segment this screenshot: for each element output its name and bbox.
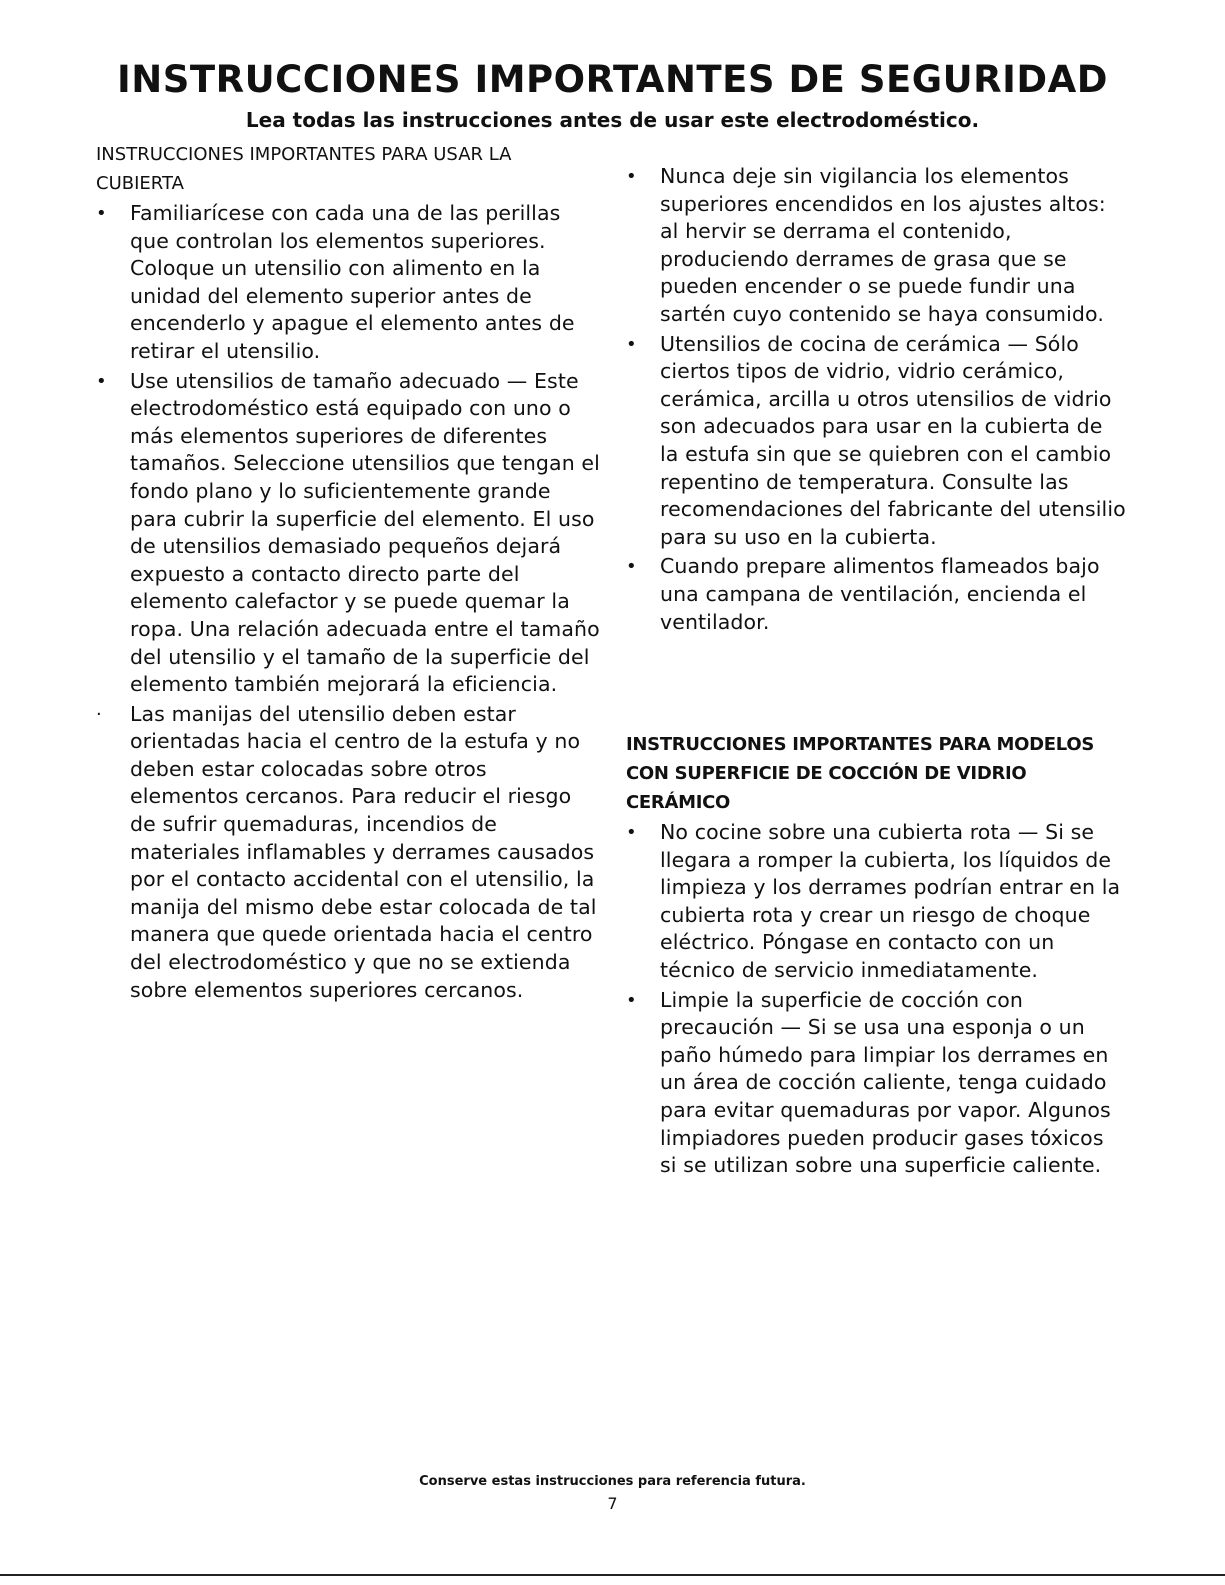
bullet-icon: • — [626, 166, 637, 187]
page-title: INSTRUCCIONES IMPORTANTES DE SEGURIDAD — [117, 58, 1108, 101]
list-item — [96, 701, 601, 1005]
instruction-list-general — [626, 163, 1126, 636]
list-item — [626, 331, 1126, 552]
bullet-icon: • — [626, 333, 637, 355]
footer-note: Conserve estas instrucciones para referencia futura. — [419, 1474, 806, 1489]
list-item-text: Use utensilios de tamaño adecuado — Este electrodoméstico está equipado con uno o más elementos superiores de diferentes tamaños. Seleccione utensilios que tengan el fondo plano y lo suficientemente grande para cubrir la superficie del elemento. El uso de utensilios demasiado pequeños dejará expuesto a contacto directo parte del elemento calefactor y se puede quemar la ropa. Una relación adecuada entre el tamaño del utensilio y el tamaño de la superficie del elemento también mejorará la eficiencia. — [130, 368, 600, 697]
list-item-text: Familiarícese con cada una de las perillas que controlan los elementos superiores. Coloque un utensilio con alimento en la unidad del elemento superior antes de encenderlo y apague el elemento antes de retirar el utensilio. — [130, 201, 575, 363]
list-item-text: Cuando prepare alimentos flameados bajo una campana de ventilación, encienda el ventilador. — [660, 554, 1100, 634]
right-column — [626, 163, 1126, 1180]
bullet-icon: • — [96, 370, 107, 392]
list-item — [96, 200, 601, 366]
page-subtitle: Lea todas las instrucciones antes de usar este electrodoméstico. — [245, 108, 980, 132]
bullet-icon: • — [626, 822, 637, 844]
list-item — [626, 553, 1126, 636]
list-item — [626, 819, 1126, 985]
bottom-divider — [0, 1574, 1225, 1576]
section-title-vidrio-ceramico: INSTRUCCIONES IMPORTANTES PARA MODELOS CON SUPERFICIE DE COCCIÓN DE VIDRIO CERÁMICO — [626, 734, 1094, 814]
list-item-text: Nunca deje sin vigilancia los elementos superiores encendidos en los ajustes altos: al hervir se derrama el contenido, produciendo derrames de grasa que se pueden encender o se puede fundir una sartén cuyo contenido se haya consumido. — [660, 164, 1106, 326]
section-title-cubierta: INSTRUCCIONES IMPORTANTES PARA USAR LA CUBIERTA — [96, 144, 512, 194]
instruction-list-vidrio-ceramico — [626, 819, 1126, 1180]
list-item — [96, 368, 601, 699]
list-item — [626, 987, 1126, 1180]
left-column — [96, 140, 601, 1004]
list-item-text: Limpie la superficie de cocción con precaución — Si se usa una esponja o un paño húmedo para limpiar los derrames en un área de cocción caliente, tenga cuidado para evitar quemaduras por vapor. Algunos limpiadores pueden producir gases tóxicos si se utilizan sobre una superficie caliente. — [660, 987, 1111, 1178]
bullet-icon: • — [626, 989, 637, 1011]
list-item-text: Las manijas del utensilio deben estar orientadas hacia el centro de la estufa y no deben estar colocadas sobre otros elementos cercanos. Para reducir el riesgo de sufrir quemaduras, incendios de materiales inflamables y derrames causados por el contacto accidental con el utensilio, la manija del mismo debe estar colocada de tal manera que quede orientada hacia el centro del electrodoméstico y que no se extienda sobre elementos superiores cercanos. — [130, 701, 597, 1002]
list-item-text: Utensilios de cocina de cerámica — Sólo ciertos tipos de vidrio, vidrio cerámico, cerámica, arcilla u otros utensilios de vidrio son adecuados para usar en la cubierta de la estufa sin que se quiebren con el cambio repentino de temperatura. Consulte las recomendaciones del fabricante del utensilio para su uso en la cubierta. — [660, 331, 1126, 549]
bullet-icon: · — [96, 703, 102, 725]
bullet-icon: • — [626, 556, 637, 578]
page-number: 7 — [607, 1494, 618, 1513]
bullet-icon: • — [96, 203, 107, 224]
instruction-list-cubierta — [96, 200, 601, 1004]
list-item — [626, 163, 1126, 329]
list-item-text: No cocine sobre una cubierta rota — Si se llegara a romper la cubierta, los líquidos de limpieza y los derrames podrían entrar en la cubierta rota y crear un riesgo de choque eléctrico. Póngase en contacto con un técnico de servicio inmediatamente. — [660, 820, 1121, 983]
